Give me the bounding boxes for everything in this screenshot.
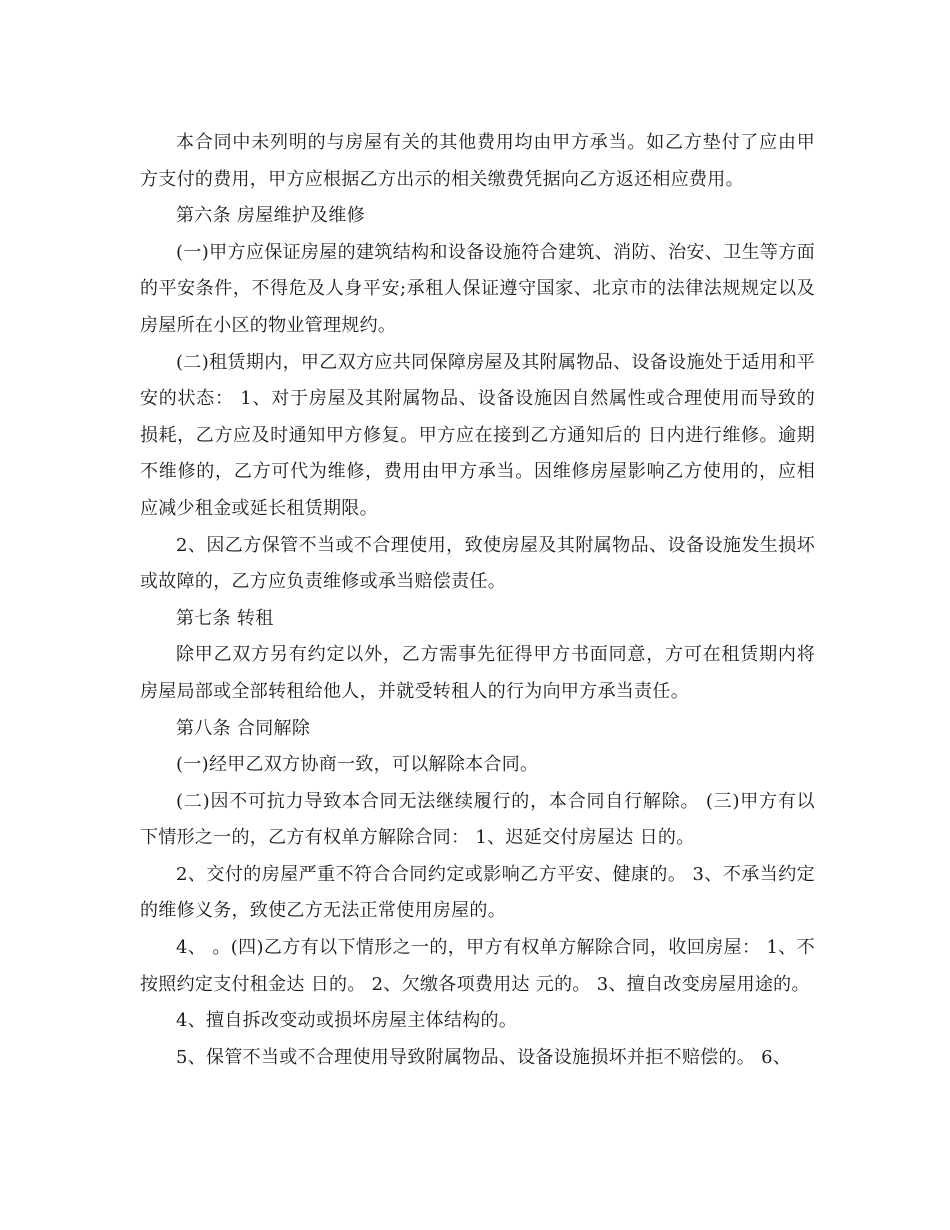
paragraph-article-7: 除甲乙双方另有约定以外，乙方需事先征得甲方书面同意，方可在租赁期内将房屋局部或全部转租给他人，并就受转租人的行为向甲方承当责任。 bbox=[140, 644, 815, 702]
paragraph-article-6-2-item-2: 2、因乙方保管不当或不合理使用，致使房屋及其附属物品、设备设施发生损坏或故障的，乙方应负责维修或承当赔偿责任。 bbox=[140, 534, 815, 593]
paragraph-article-6-2: (二)租赁期内，甲乙双方应共同保障房屋及其附属物品、设备设施处于适用和平安的状态： 1、对于房屋及其附属物品、设备设施因自然属性或合理使用而导致的损耗，乙方应及时通知甲方修复。甲方应在接到乙方通知后的 日内进行维修。逾期不维修的，乙方可代为维修，费用由甲方承当。因维修房屋影响乙方使用的，应相应减少租金或延长租赁期限。 bbox=[140, 351, 815, 519]
paragraph-article-8-4: 4、 。(四)乙方有以下情形之一的，甲方有权单方解除合同，收回房屋： 1、不按照约定支付租金达 日的。 2、欠缴各项费用达 元的。 3、擅自改变房屋用途的。 bbox=[140, 937, 815, 995]
paragraph-article-8-1: (一)经甲乙双方协商一致，可以解除本合同。 bbox=[176, 754, 539, 776]
heading-article-6: 第六条 房屋维护及维修 bbox=[176, 205, 366, 227]
paragraph-article-8-3-items: 2、交付的房屋严重不符合合同约定或影响乙方平安、健康的。 3、不承当约定的维修义务，致使乙方无法正常使用房屋的。 bbox=[140, 863, 815, 922]
heading-article-7: 第七条 转租 bbox=[176, 607, 274, 629]
document-body bbox=[140, 125, 815, 1076]
paragraph-article-8-2-3: (二)因不可抗力导致本合同无法继续履行的，本合同自行解除。 (三)甲方有以下情形之一的，乙方有权单方解除合同： 1、迟延交付房屋达 日的。 bbox=[140, 790, 815, 849]
paragraph-article-6-1: (一)甲方应保证房屋的建筑结构和设备设施符合建筑、消防、治安、卫生等方面的平安条件，不得危及人身平安;承租人保证遵守国家、北京市的法律法规规定以及房屋所在小区的物业管理规约。 bbox=[140, 241, 815, 336]
paragraph-article-8-4-item-5: 5、保管不当或不合理使用导致附属物品、设备设施损坏并拒不赔偿的。 6、 bbox=[176, 1046, 792, 1068]
heading-article-8: 第八条 合同解除 bbox=[176, 717, 311, 739]
paragraph-other-fees: 本合同中未列明的与房屋有关的其他费用均由甲方承当。如乙方垫付了应由甲方支付的费用，甲方应根据乙方出示的相关缴费凭据向乙方返还相应费用。 bbox=[140, 132, 815, 190]
paragraph-article-8-4-item-4: 4、擅自拆改变动或损坏房屋主体结构的。 bbox=[176, 1010, 518, 1032]
